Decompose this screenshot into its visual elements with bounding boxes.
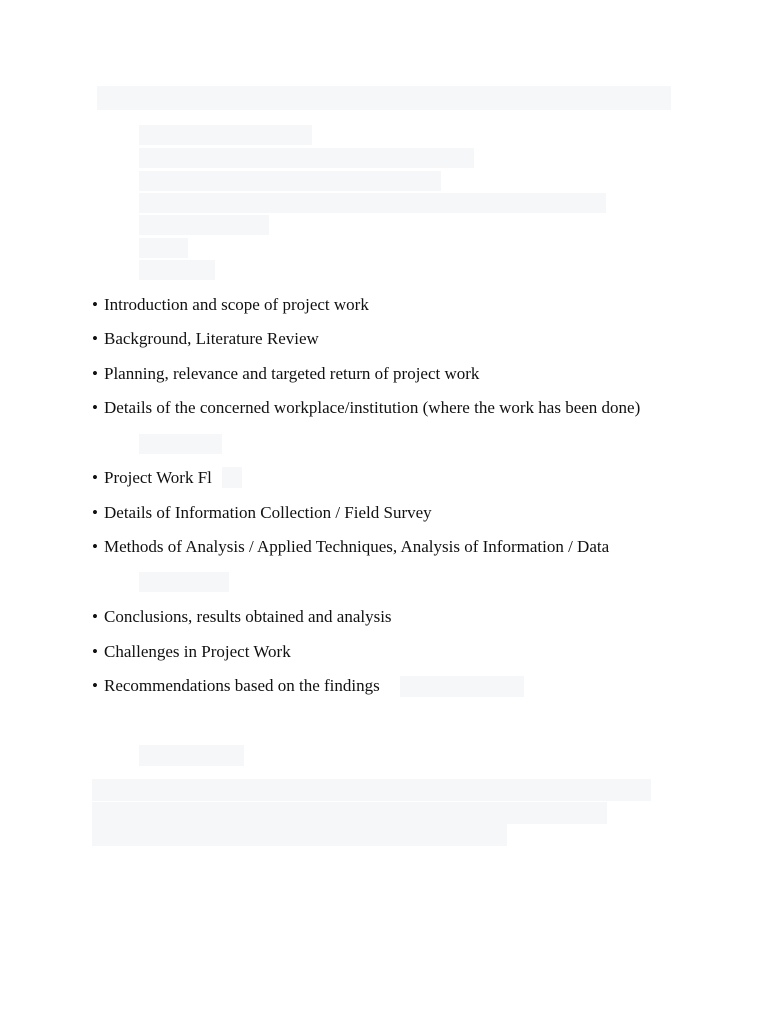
bullet-glyph: • — [92, 295, 98, 314]
redacted-paragraph-line — [92, 802, 607, 824]
bullet-item-project-work — [92, 467, 212, 489]
redacted-line — [139, 238, 188, 258]
bullet-text: Introduction and scope of project work — [104, 295, 369, 314]
bullet-text: Methods of Analysis / Applied Techniques, Analysis of Information / Data — [104, 537, 610, 556]
bullet-item-background — [92, 328, 319, 350]
bullet-item-workplace-details — [92, 397, 640, 419]
bullet-glyph: • — [92, 329, 98, 348]
bullet-text: Details of Information Collection / Field Survey — [104, 503, 432, 522]
redacted-section-heading — [139, 572, 229, 592]
bullet-text: Conclusions, results obtained and analysis — [104, 607, 392, 626]
redacted-paragraph-line — [92, 824, 507, 846]
bullet-glyph: • — [92, 537, 98, 556]
redacted-line — [139, 260, 215, 280]
bullet-glyph: • — [92, 642, 98, 661]
bullet-item-introduction — [92, 294, 369, 316]
bullet-item-conclusions — [92, 606, 392, 628]
bullet-item-information-collection — [92, 502, 432, 524]
bullet-text: Planning, relevance and targeted return of project work — [104, 364, 480, 383]
redacted-section-heading — [139, 745, 244, 766]
bullet-glyph: • — [92, 503, 98, 522]
redacted-inline — [222, 467, 242, 488]
redacted-line — [139, 148, 474, 168]
redacted-inline — [400, 676, 524, 697]
redacted-line — [139, 125, 312, 145]
bullet-item-planning — [92, 363, 479, 385]
bullet-text: Background, Literature Review — [104, 329, 319, 348]
bullet-item-methods-of-analysis — [92, 536, 609, 558]
bullet-glyph: • — [92, 468, 98, 487]
bullet-item-recommendations — [92, 675, 380, 697]
redacted-section-heading — [139, 434, 222, 454]
bullet-text: Details of the concerned workplace/institution (where the work has been done) — [104, 398, 641, 417]
bullet-text: Recommendations based on the findings — [104, 676, 380, 695]
redacted-line — [139, 193, 606, 213]
bullet-glyph: • — [92, 364, 98, 383]
redacted-line — [139, 171, 441, 191]
bullet-glyph: • — [92, 676, 98, 695]
bullet-glyph: • — [92, 398, 98, 417]
bullet-item-challenges — [92, 641, 291, 663]
bullet-text: Project Work Fl — [104, 468, 212, 487]
redacted-paragraph-line — [92, 779, 651, 801]
bullet-glyph: • — [92, 607, 98, 626]
redacted-title-bar — [97, 86, 671, 110]
bullet-text: Challenges in Project Work — [104, 642, 291, 661]
redacted-line — [139, 215, 269, 235]
